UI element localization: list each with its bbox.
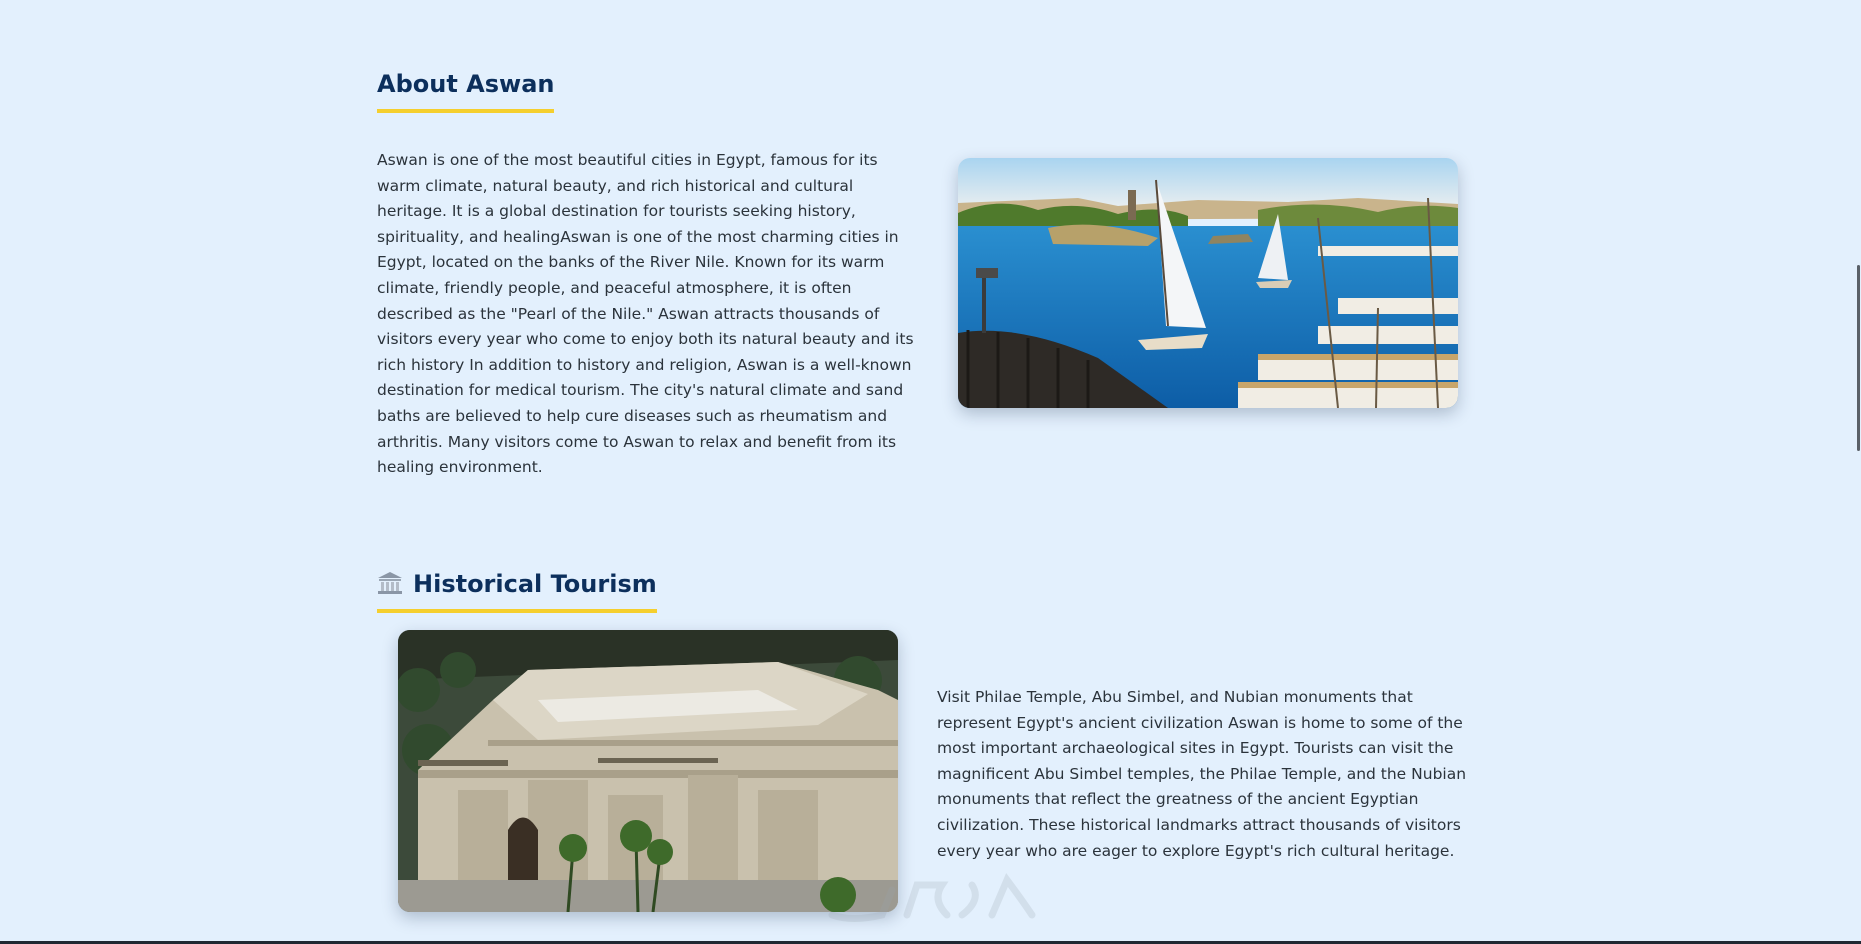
about-title-text: About Aswan <box>377 70 555 98</box>
historical-title-text: Historical Tourism <box>413 570 657 598</box>
classical-building-icon <box>377 571 403 595</box>
historical-paragraph: Visit Philae Temple, Abu Simbel, and Nubian monuments that represent Egypt's ancient civilization Aswan is home to some of the most important archaeological sites in Egypt. Tourists can visit the magnificent Abu Simbel temples, the Philae Temple, and the Nubian monuments that reflect the greatness of the ancient Egyptian civilization. These historical landmarks attract thousands of visitors every year who are eager to explore Egypt's rich cultural heritage. <box>937 688 1467 860</box>
vertical-scrollbar[interactable] <box>1853 0 1861 944</box>
scrollbar-thumb[interactable] <box>1857 265 1860 451</box>
about-section-title <box>377 68 554 113</box>
watermark-logo <box>822 870 1042 930</box>
historical-section-title <box>377 568 657 613</box>
about-paragraph: Aswan is one of the most beautiful cities in Egypt, famous for its warm climate, natural beauty, and rich historical and cultural heritage. It is a global destination for tourists seeking history, spirituality, and healingAswan is one of the most charming cities in Egypt, located on the banks of the River Nile. Known for its warm climate, friendly people, and peaceful atmosphere, it is often described as the "Pearl of the Nile." Aswan attracts thousands of visitors every year who come to enjoy both its natural beauty and its rich history In addition to history and religion, Aswan is a well-known destination for medical tourism. The city's natural climate and sand baths are believed to help cure diseases such as rheumatism and arthritis. Many visitors come to Aswan to relax and benefit from its healing environment. <box>377 151 914 477</box>
nile-sailboats-photo <box>958 158 1458 408</box>
